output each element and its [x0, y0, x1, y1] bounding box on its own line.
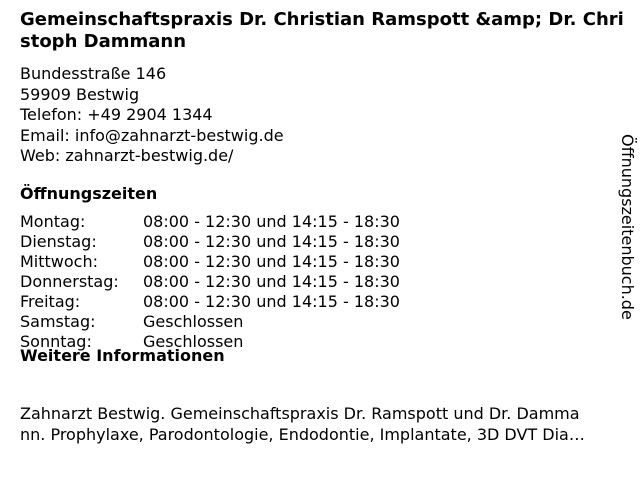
- hours-time: 08:00 - 12:30 und 14:15 - 18:30: [143, 212, 400, 231]
- hours-time: 08:00 - 12:30 und 14:15 - 18:30: [143, 232, 400, 251]
- website-address: Web: zahnarzt-bestwig.de/: [20, 146, 234, 165]
- phone-number: Telefon: +49 2904 1344: [20, 105, 213, 124]
- hours-day: Samstag:: [20, 312, 96, 331]
- hours-row: [20, 312, 400, 332]
- practice-title: Gemeinschaftspraxis Dr. Christian Ramspott &amp; Dr. Christoph Dammann: [20, 9, 624, 52]
- hours-time: 08:00 - 12:30 und 14:15 - 18:30: [143, 292, 400, 311]
- more-info-heading: Weitere Informationen: [20, 346, 225, 365]
- hours-time: 08:00 - 12:30 und 14:15 - 18:30: [143, 252, 400, 271]
- hours-day: Freitag:: [20, 292, 81, 311]
- hours-row: [20, 272, 400, 292]
- hours-row: [20, 232, 400, 252]
- hours-row: [20, 292, 400, 312]
- opening-hours-table: [20, 212, 400, 352]
- hours-row: [20, 212, 400, 232]
- hours-time: 08:00 - 12:30 und 14:15 - 18:30: [143, 272, 400, 291]
- city-address: 59909 Bestwig: [20, 84, 140, 104]
- hours-day: Donnerstag:: [20, 272, 119, 291]
- address-block: [20, 64, 284, 167]
- opening-hours-heading: Öffnungszeiten: [20, 184, 158, 203]
- hours-time: Geschlossen: [143, 312, 244, 331]
- street-address: Bundesstraße 146: [20, 64, 167, 83]
- more-info-text: [20, 403, 630, 445]
- more-info-line: nn. Prophylaxe, Parodontologie, Endodontie, Implantate, 3D DVT Dia…: [20, 425, 585, 444]
- hours-day: Mittwoch:: [20, 252, 98, 271]
- hours-time: Geschlossen: [143, 332, 244, 351]
- hours-day: Dienstag:: [20, 232, 97, 251]
- hours-row: [20, 252, 400, 272]
- email-address: Email: info@zahnarzt-bestwig.de: [20, 125, 284, 145]
- hours-day: Montag:: [20, 212, 86, 231]
- more-info-line: Zahnarzt Bestwig. Gemeinschaftspraxis Dr. Ramspott und Dr. Damma: [20, 404, 580, 423]
- brand-watermark: Öffnungszeitenbuch.de: [618, 134, 637, 320]
- hours-day: Sonntag:: [20, 332, 92, 351]
